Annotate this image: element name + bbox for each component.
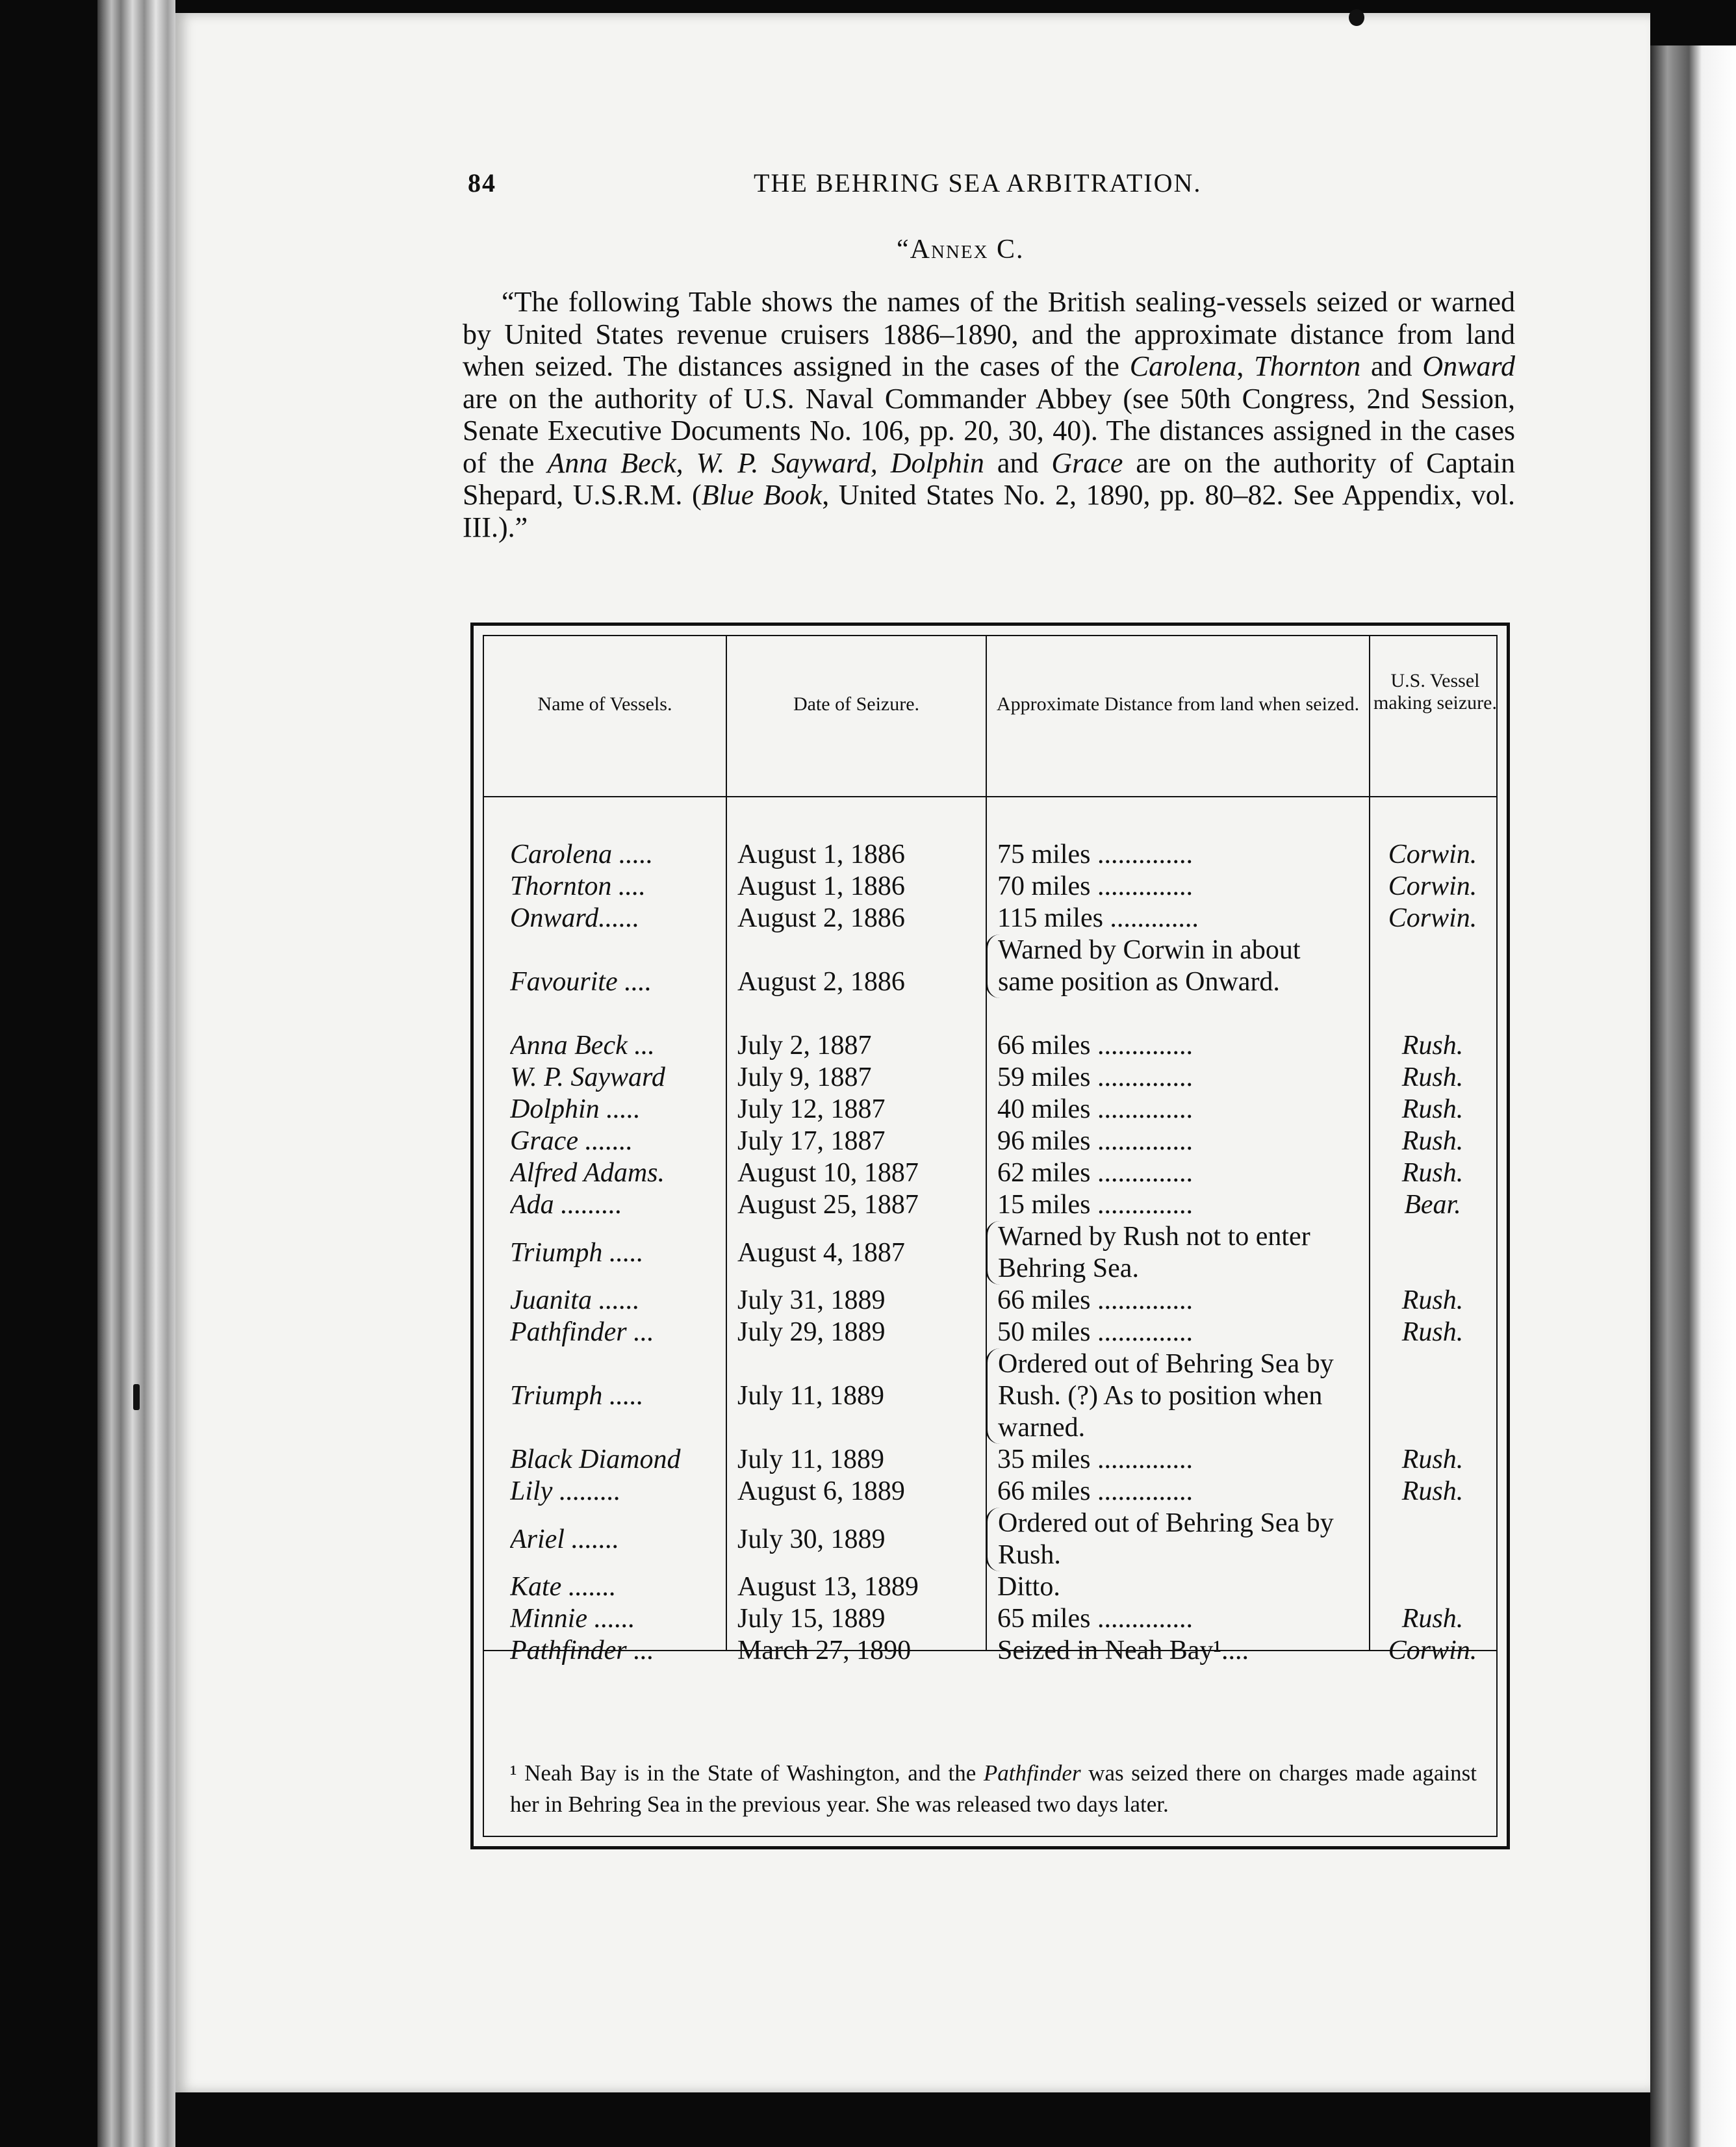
seizure-distance: 62 miles ..............: [997, 1158, 1193, 1188]
us-vessel: Corwin.: [1388, 903, 1477, 933]
vessel-name: Ariel .......: [510, 1524, 619, 1554]
vessel-name: Pathfinder ...: [510, 1317, 654, 1347]
seizure-distance: Ordered out of Behring Sea by Rush.: [986, 1508, 1362, 1571]
seizure-distance: 50 miles ..............: [997, 1317, 1193, 1347]
vessel-name: Dolphin .....: [510, 1094, 641, 1124]
seizure-distance: Ordered out of Behring Sea by Rush. (?) As to position when warned.: [986, 1348, 1362, 1444]
seizure-distance: 65 miles ..............: [997, 1604, 1193, 1634]
seizure-distance: 35 miles ..............: [997, 1445, 1193, 1474]
table-row: [484, 1125, 1496, 1157]
vessel-name: Thornton ....: [510, 871, 646, 901]
table-row: [484, 1317, 1496, 1348]
seizure-distance: Warned by Rush not to enter Behring Sea.: [986, 1221, 1362, 1285]
seizure-date: August 1, 1886: [737, 840, 905, 869]
table-footnote: [510, 1758, 1477, 1820]
seizure-date: July 11, 1889: [737, 1445, 884, 1474]
seizure-date: August 2, 1886: [737, 903, 905, 933]
seizure-distance: 66 miles ..............: [997, 1285, 1193, 1315]
table-row: [484, 1157, 1496, 1189]
intro-sep-3: and: [984, 446, 1052, 479]
header-name: Name of Vessels.: [537, 693, 672, 715]
running-head: THE BEHRING SEA ARBITRATION.: [754, 168, 1202, 198]
blue-book-ref: Blue Book: [701, 479, 823, 511]
us-vessel: Rush.: [1401, 1158, 1464, 1188]
us-vessel: Rush.: [1401, 1285, 1464, 1315]
seizure-distance: 40 miles ..............: [997, 1094, 1193, 1124]
seizure-distance: 70 miles ..............: [997, 871, 1193, 901]
vessel-name: Favourite ....: [510, 967, 652, 997]
seizure-date: July 30, 1889: [737, 1524, 886, 1554]
seizure-date: July 15, 1889: [737, 1604, 886, 1634]
seizure-date: March 27, 1890: [737, 1636, 912, 1665]
table-row: [484, 839, 1496, 871]
seizure-date: August 6, 1889: [737, 1476, 905, 1506]
seizure-distance: 59 miles ..............: [997, 1062, 1193, 1092]
header-rule: [484, 796, 1496, 797]
vessel-name: Minnie ......: [510, 1604, 635, 1634]
vessel-name: Triumph .....: [510, 1381, 644, 1411]
header-date: Date of Seizure.: [793, 693, 920, 715]
table-row: [484, 1508, 1496, 1571]
table-row: [484, 903, 1496, 934]
vessel-ref-onward: Onward: [1422, 350, 1516, 382]
vessel-name: Kate .......: [510, 1572, 617, 1602]
table-inner-border: [483, 635, 1498, 1837]
footnote-text-2: was seized there on charges made against her in Behring Sea in the previous year. She was released two days later.: [510, 1760, 1477, 1817]
table-row: [484, 1062, 1496, 1094]
table-row: [484, 1189, 1496, 1221]
vessel-name: Anna Beck ...: [510, 1031, 655, 1061]
seizure-date: August 4, 1887: [737, 1237, 905, 1268]
seizure-distance: Ditto.: [997, 1572, 1060, 1602]
us-vessel: Corwin.: [1388, 1636, 1477, 1665]
seizure-date: August 10, 1887: [737, 1158, 919, 1188]
intro-text-4: , United States No. 2, 1890, pp. 80–82. See Appendix, vol. III.).”: [463, 479, 1515, 543]
us-vessel: Rush.: [1401, 1476, 1464, 1506]
scan-speck: [1349, 9, 1364, 26]
vessel-name: Pathfinder ...: [510, 1636, 654, 1665]
seizure-date: August 13, 1889: [737, 1572, 919, 1602]
seizure-date: July 17, 1887: [737, 1126, 886, 1156]
vessel-ref-carolena: Carolena: [1129, 350, 1237, 382]
seizure-date: July 11, 1889: [737, 1381, 884, 1411]
seizure-distance: 96 miles ..............: [997, 1126, 1193, 1156]
vessel-name: Ada .........: [510, 1190, 622, 1220]
seizure-date: July 12, 1887: [737, 1094, 886, 1124]
seizure-distance: 115 miles .............: [997, 903, 1199, 933]
intro-text-2: are on the authority of U.S. Naval Commander Abbey (see 50th Congress, 2nd Session, Senate Executive Documents No. 106, pp. 20, 30, 40). The distances assigned in the cases of the: [463, 382, 1515, 479]
table-row: [484, 871, 1496, 903]
seizure-distance: 15 miles ..............: [997, 1190, 1193, 1220]
table-row: [484, 1444, 1496, 1476]
us-vessel: Rush.: [1401, 1126, 1464, 1156]
vessel-ref-thornton: Thornton: [1254, 350, 1361, 382]
us-vessel: Rush.: [1401, 1317, 1464, 1347]
vessel-name: Alfred Adams.: [510, 1158, 665, 1188]
footnote-text-1: ¹ Neah Bay is in the State of Washington, and the: [510, 1760, 984, 1786]
vessel-name: Carolena .....: [510, 840, 654, 869]
vessel-name: Black Diamond: [510, 1445, 681, 1474]
us-vessel: Bear.: [1404, 1190, 1461, 1220]
table-row: [484, 934, 1496, 1030]
vessel-name: W. P. Sayward: [510, 1062, 665, 1092]
table-row: [484, 1285, 1496, 1317]
seizure-date: August 2, 1886: [737, 967, 905, 997]
book-edge-right: [1650, 45, 1736, 2147]
book-edge-left: [97, 0, 175, 2147]
us-vessel: Rush.: [1401, 1604, 1464, 1634]
seizure-distance: Warned by Corwin in about same position as Onward.: [986, 934, 1362, 998]
footnote-vessel: Pathfinder: [983, 1760, 1081, 1786]
table-row: [484, 1603, 1496, 1635]
seizure-distance: Seized in Neah Bay¹....: [997, 1636, 1249, 1665]
vessel-name: Juanita ......: [510, 1285, 640, 1315]
table-row: [484, 1571, 1496, 1603]
seizure-distance: 66 miles ..............: [997, 1031, 1193, 1061]
table-row: [484, 1221, 1496, 1285]
us-vessel: Rush.: [1401, 1062, 1464, 1092]
intro-text-1: “The following Table shows the names of the British sealing-vessels seized or warned by United States revenue cruisers 1886–1890, and the approximate distance from land when seized. The distances assigned in the cases of the: [463, 286, 1515, 382]
scan-speck: [133, 1384, 140, 1410]
vessel-name: Lily .........: [510, 1476, 621, 1506]
intro-paragraph: [463, 286, 1515, 543]
us-vessel: Rush.: [1401, 1031, 1464, 1061]
table-row: [484, 1348, 1496, 1444]
seizure-table: [470, 623, 1510, 1849]
page-number: 84: [468, 168, 496, 198]
us-vessel: Rush.: [1401, 1445, 1464, 1474]
seizure-date: August 1, 1886: [737, 871, 905, 901]
header-vessel: U.S. Vessel making seizure.: [1373, 670, 1497, 714]
us-vessel: Corwin.: [1388, 871, 1477, 901]
table-row: [484, 1030, 1496, 1062]
seizure-date: July 9, 1887: [737, 1062, 872, 1092]
vessel-name: Triumph .....: [510, 1237, 644, 1268]
intro-text-3: are on the authority of Captain Shepard, U.S.R.M. (: [463, 446, 1516, 511]
table-row: [484, 1094, 1496, 1125]
intro-sep-1: ,: [1236, 350, 1255, 382]
us-vessel: Corwin.: [1388, 840, 1477, 869]
seizure-date: July 2, 1887: [737, 1031, 872, 1061]
vessel-name: Onward......: [510, 903, 640, 933]
us-vessel: Rush.: [1401, 1094, 1464, 1124]
vessel-ref-grace: Grace: [1051, 446, 1123, 479]
seizure-date: July 31, 1889: [737, 1285, 886, 1315]
annex-title: “Annex C.: [897, 235, 1025, 264]
vessel-name: Grace .......: [510, 1126, 633, 1156]
seizure-date: August 25, 1887: [737, 1190, 919, 1220]
table-row: [484, 1635, 1496, 1667]
seizure-distance: 75 miles ..............: [997, 840, 1193, 869]
table-row: [484, 1476, 1496, 1508]
header-distance: Approximate Distance from land when seized.: [996, 693, 1360, 715]
intro-sep-2: and: [1360, 350, 1423, 382]
seizure-distance: 66 miles ..............: [997, 1476, 1193, 1506]
seizure-date: July 29, 1889: [737, 1317, 886, 1347]
vessel-ref-group: Anna Beck, W. P. Sayward, Dolphin: [547, 446, 984, 479]
